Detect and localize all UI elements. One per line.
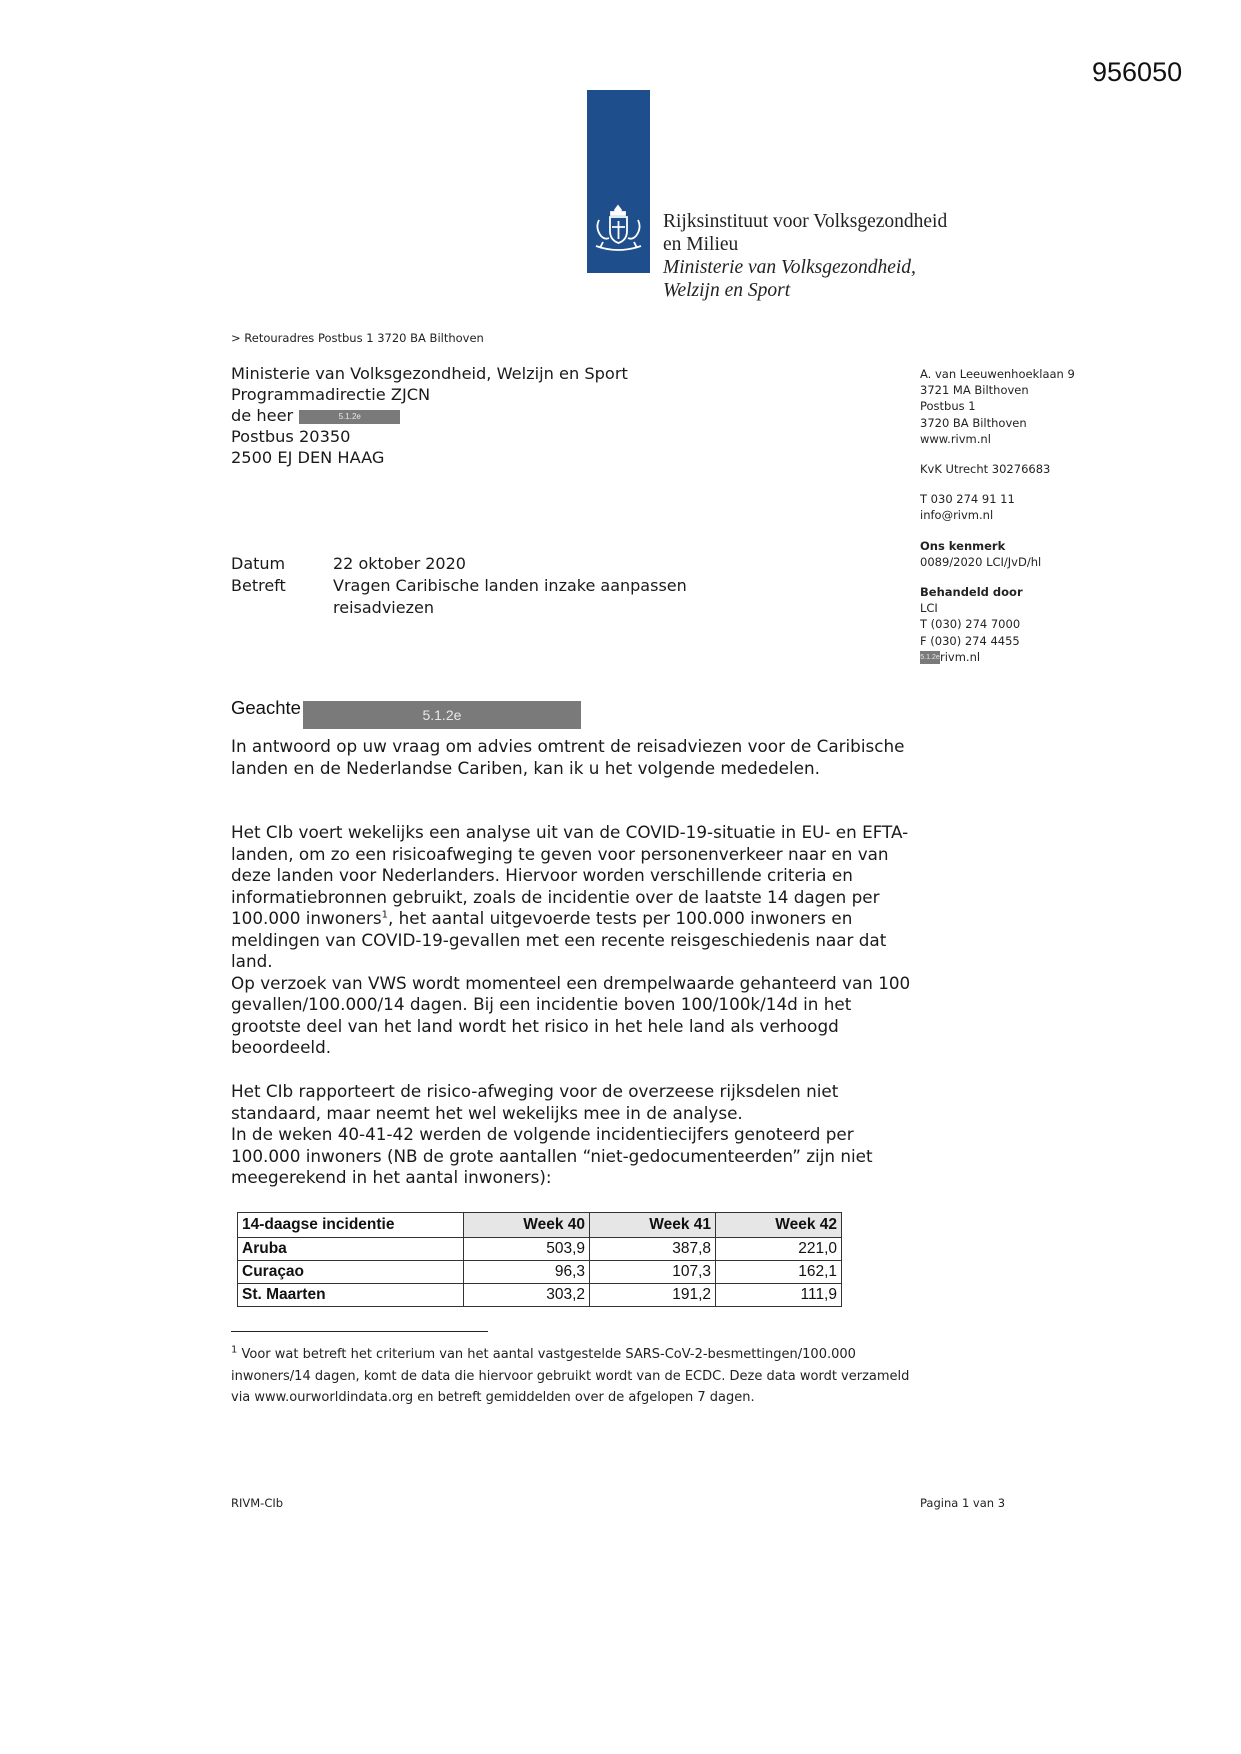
table-cell: 162,1 — [716, 1261, 842, 1284]
handled-by-dept: LCI — [920, 601, 938, 616]
ministry-line-2: Welzijn en Sport — [663, 280, 791, 301]
paragraph-2-part-2: , het aantal uitgevoerde tests per 100.000 inwoners en meldingen van COVID-19-gevallen met een recente reisgeschiedenis naar dat land. — [231, 908, 887, 971]
table-header-cell: Week 41 — [590, 1213, 716, 1238]
handled-by-email-domain: rivm.nl — [940, 649, 981, 664]
footnote — [231, 1344, 911, 1409]
sender-website: www.rivm.nl — [920, 431, 991, 446]
logo — [587, 90, 650, 273]
redaction-box: 5.1.2e — [920, 651, 940, 664]
handled-by-email — [920, 649, 1075, 665]
table-cell: 221,0 — [716, 1238, 842, 1261]
org-line-1: Rijksinstituut voor Volksgezondheid — [663, 211, 948, 232]
date-value: 22 oktober 2020 — [333, 554, 466, 573]
table-cell: 387,8 — [590, 1238, 716, 1261]
table-row — [238, 1261, 842, 1284]
paragraph-5-text: In de weken 40-41-42 werden de volgende incidentiecijfers genoteerd per 100.000 inwoners (NB de grote aantallen “niet-gedocumenteerden” zijn niet meegerekend in het aantal inwoners): — [231, 1124, 873, 1187]
table-row — [238, 1284, 842, 1307]
subject-value: Vragen Caribische landen inzake aanpassen reisadviezen — [333, 576, 687, 617]
sender-postbus: Postbus 1 — [920, 399, 976, 414]
table-cell: 503,9 — [464, 1238, 590, 1261]
footnote-marker: 1 — [231, 1344, 238, 1356]
sender-block — [920, 366, 1075, 665]
sender-street: A. van Leeuwenhoeklaan 9 — [920, 367, 1075, 381]
table-cell: 107,3 — [590, 1261, 716, 1284]
table-cell: 303,2 — [464, 1284, 590, 1307]
table-cell-country: St. Maarten — [238, 1284, 464, 1307]
addressee-line-4: Postbus 20350 — [231, 427, 351, 446]
addressee-line-5: 2500 EJ DEN HAAG — [231, 448, 385, 467]
paragraph-2 — [231, 822, 921, 1059]
reference-value: 0089/2020 LCI/JvD/hl — [920, 554, 1042, 569]
footnote-text: Voor wat betreft het criterium van het aantal vastgestelde SARS-CoV-2-besmettingen/100.000 inwoners/14 dagen, komt de data die hiervoor gebruikt wordt van de ECDC. Deze data wordt verzameld via www.ourworldindata.org en betreft gemiddelden over de afgelopen 7 dagen. — [231, 1347, 910, 1405]
sender-kvk: KvK Utrecht 30276683 — [920, 462, 1051, 477]
org-line-2: en Milieu — [663, 234, 739, 255]
incidence-table — [237, 1212, 842, 1307]
footnote-divider — [231, 1331, 488, 1332]
table-row — [238, 1238, 842, 1261]
sender-postbus-city: 3720 BA Bilthoven — [920, 415, 1027, 430]
page-number: Pagina 1 van 3 — [920, 1496, 1006, 1510]
sender-phone: T 030 274 91 11 — [920, 492, 1015, 507]
salutation — [231, 697, 581, 729]
reference-label: Ons kenmerk — [920, 538, 1006, 553]
footnote-ref: 1 — [381, 909, 388, 921]
paragraph-4-text: Het CIb rapporteert de risico-afweging voor de overzeese rijksdelen niet standaard, maar neemt het wel wekelijks mee in de analyse. — [231, 1081, 839, 1123]
paragraph-1 — [231, 736, 921, 779]
handled-by-label: Behandeld door — [920, 585, 1023, 600]
table-cell: 111,9 — [716, 1284, 842, 1307]
redaction-box: 5.1.2e — [303, 701, 581, 729]
paragraph-2-text — [231, 822, 921, 973]
subject-label: Betreft — [231, 576, 286, 595]
sender-email: info@rivm.nl — [920, 508, 994, 523]
sender-postcode: 3721 MA Bilthoven — [920, 383, 1029, 398]
paragraph-1-text: In antwoord op uw vraag om advies omtrent de reisadviezen voor de Caribische landen en de Nederlandse Cariben, kan ik u het volgende mededelen. — [231, 736, 905, 778]
table-cell-country: Curaçao — [238, 1261, 464, 1284]
addressee-block — [231, 363, 628, 468]
redaction-box: 5.1.2e — [299, 410, 400, 424]
addressee-title: de heer — [231, 406, 294, 425]
paragraph-3-text: Op verzoek van VWS wordt momenteel een drempelwaarde gehanteerd van 100 gevallen/100.000/14 dagen. Bij een incidentie boven 100/100k/14d in het grootste deel van het land wordt het risico in het hele land als verhoogd beoordeeld. — [231, 972, 911, 1057]
table-header-row — [238, 1213, 842, 1238]
organization-name — [663, 210, 947, 302]
table-cell: 96,3 — [464, 1261, 590, 1284]
handled-by-phone: T (030) 274 7000 — [920, 617, 1021, 632]
salutation-text: Geachte — [231, 697, 301, 718]
table-cell: 191,2 — [590, 1284, 716, 1307]
footer-department: RIVM-CIb — [231, 1496, 284, 1510]
table-header-cell: Week 40 — [464, 1213, 590, 1238]
paragraph-2-part-1: Het CIb voert wekelijks een analyse uit van de COVID-19-situatie in EU- en EFTA-landen, om zo een risicoafweging te geven voor personenverkeer naar en van deze landen voor Nederlanders. Hiervoor worden verschillende criteria en informatiebronnen gebruikt, zoals de incidentie over de laatste 14 dagen per 100.000 inwoners — [231, 822, 909, 928]
document-number: 956050 — [1092, 57, 1183, 87]
table-cell-country: Aruba — [238, 1238, 464, 1261]
return-address: > Retouradres Postbus 1 3720 BA Bilthoven — [231, 331, 484, 345]
table-header-cell: 14-daagse incidentie — [238, 1213, 464, 1238]
paragraph-4 — [231, 1081, 921, 1189]
ministry-line-1: Ministerie van Volksgezondheid, — [663, 257, 916, 278]
table-header-cell: Week 42 — [716, 1213, 842, 1238]
addressee-line-1: Ministerie van Volksgezondheid, Welzijn en Sport — [231, 364, 628, 383]
handled-by-fax: F (030) 274 4455 — [920, 633, 1020, 648]
coat-of-arms-icon — [591, 202, 646, 257]
date-label: Datum — [231, 554, 286, 573]
addressee-line-2: Programmadirectie ZJCN — [231, 385, 431, 404]
addressee-line-3 — [231, 405, 628, 426]
